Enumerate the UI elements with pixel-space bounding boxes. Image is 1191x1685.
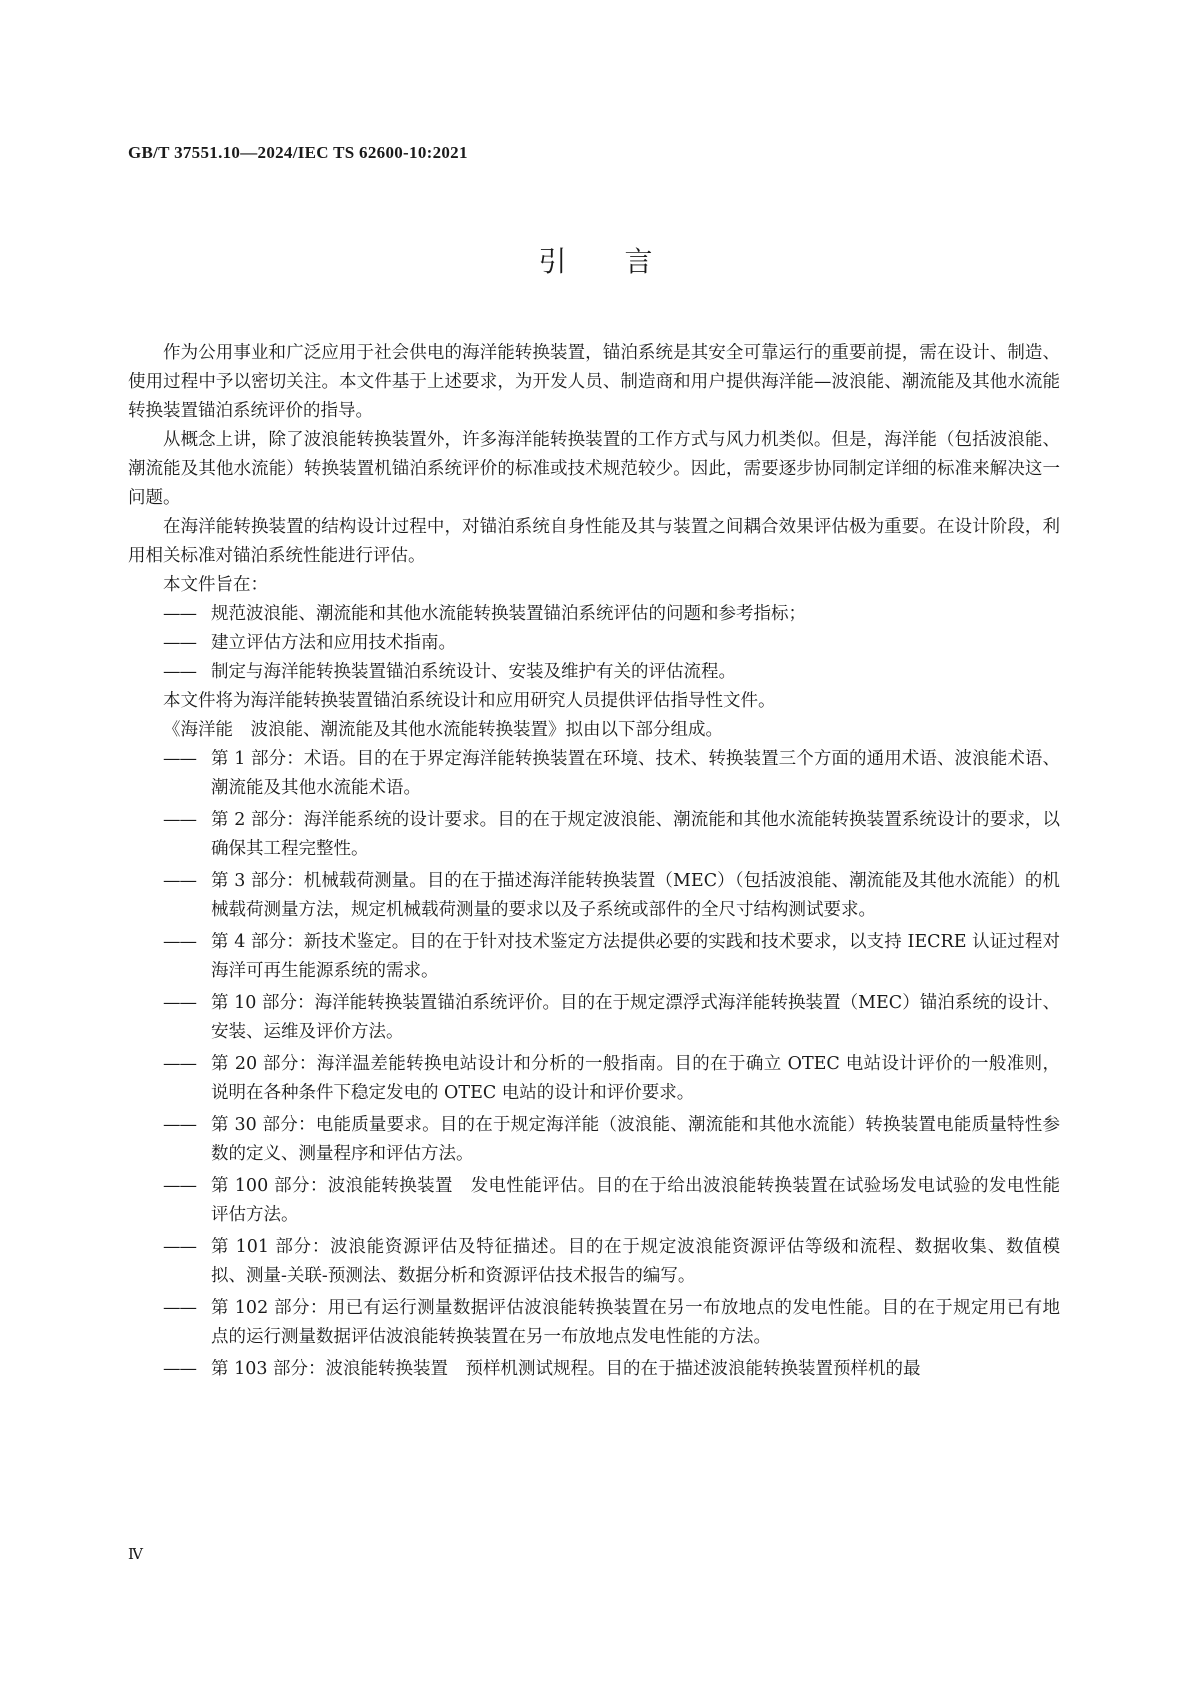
part-text: 第 20 部分：海洋温差能转换电站设计和分析的一般指南。目的在于确立 OTEC 电站设计评价的一般准则，说明在各种条件下稳定发电的 OTEC 电站的设计和评价要求。	[211, 1054, 1060, 1103]
page-title: 引言	[538, 245, 711, 278]
part-text: 第 3 部分：机械载荷测量。目的在于描述海洋能转换装置（MEC）（包括波浪能、潮流能及其他水流能）的机械载荷测量方法，规定机械载荷测量的要求以及子系统或部件的全尺寸结构测试要求。	[211, 871, 1060, 920]
document-body	[128, 339, 1060, 1384]
aim-intro: 本文件旨在：	[163, 575, 268, 595]
dash-symbol: ——	[163, 1115, 196, 1135]
aim-item	[128, 629, 1060, 658]
part-item	[128, 1294, 1060, 1352]
parts-intro: 《海洋能 波浪能、潮流能及其他水流能转换装置》拟由以下部分组成。	[163, 720, 723, 740]
dash-symbol: ——	[163, 932, 196, 952]
page-number: Ⅳ	[128, 1547, 143, 1563]
part-text: 第 10 部分：海洋能转换装置锚泊系统评价。目的在于规定漂浮式海洋能转换装置（MEC）锚泊系统的设计、安装、运维及评价方法。	[211, 993, 1060, 1042]
part-item	[128, 1355, 1060, 1384]
part-item	[128, 1172, 1060, 1230]
dash-symbol: ——	[163, 1298, 196, 1318]
part-item	[128, 1233, 1060, 1291]
part-text: 第 30 部分：电能质量要求。目的在于规定海洋能（波浪能、潮流能和其他水流能）转换装置电能质量特性参数的定义、测量程序和评估方法。	[211, 1115, 1060, 1164]
part-text: 第 1 部分：术语。目的在于界定海洋能转换装置在环境、技术、转换装置三个方面的通用术语、波浪能术语、潮流能及其他水流能术语。	[211, 749, 1060, 798]
aim-text: 规范波浪能、潮流能和其他水流能转换装置锚泊系统评估的问题和参考指标；	[211, 604, 806, 624]
dash-symbol: ——	[163, 1359, 196, 1379]
part-item	[128, 1111, 1060, 1169]
paragraph-2: 从概念上讲，除了波浪能转换装置外，许多海洋能转换装置的工作方式与风力机类似。但是，海洋能（包括波浪能、潮流能及其他水流能）转换装置机锚泊系统评价的标准或技术规范较少。因此，需要逐步协同制定详细的标准来解决这一问题。	[128, 430, 1060, 508]
part-item	[128, 989, 1060, 1047]
part-item	[128, 928, 1060, 986]
part-text: 第 4 部分：新技术鉴定。目的在于针对技术鉴定方法提供必要的实践和技术要求，以支持 IECRE 认证过程对海洋可再生能源系统的需求。	[211, 932, 1060, 981]
paragraph-1: 作为公用事业和广泛应用于社会供电的海洋能转换装置，锚泊系统是其安全可靠运行的重要前提，需在设计、制造、使用过程中予以密切关注。本文件基于上述要求，为开发人员、制造商和用户提供海洋能—波浪能、潮流能及其他水流能转换装置锚泊系统评价的指导。	[128, 343, 1060, 421]
dash-symbol: ——	[163, 662, 196, 682]
dash-symbol: ——	[163, 993, 196, 1013]
dash-symbol: ——	[163, 1054, 196, 1074]
part-text: 第 100 部分：波浪能转换装置 发电性能评估。目的在于给出波浪能转换装置在试验场发电试验的发电性能评估方法。	[211, 1176, 1060, 1225]
dash-symbol: ——	[163, 749, 196, 769]
part-item	[128, 806, 1060, 864]
dash-symbol: ——	[163, 633, 196, 653]
dash-symbol: ——	[163, 604, 196, 624]
part-text: 第 101 部分：波浪能资源评估及特征描述。目的在于规定波浪能资源评估等级和流程、数据收集、数值模拟、测量-关联-预测法、数据分析和资源评估技术报告的编写。	[211, 1237, 1060, 1286]
part-item	[128, 867, 1060, 925]
dash-symbol: ——	[163, 810, 196, 830]
part-text: 第 2 部分：海洋能系统的设计要求。目的在于规定波浪能、潮流能和其他水流能转换装置系统设计的要求，以确保其工程完整性。	[211, 810, 1060, 859]
dash-symbol: ——	[163, 1237, 196, 1257]
part-item	[128, 745, 1060, 803]
part-text: 第 102 部分：用已有运行测量数据评估波浪能转换装置在另一布放地点的发电性能。目的在于规定用已有地点的运行测量数据评估波浪能转换装置在另一布放地点发电性能的方法。	[211, 1298, 1060, 1347]
part-item	[128, 1050, 1060, 1108]
aim-item	[128, 658, 1060, 687]
aim-item	[128, 600, 1060, 629]
dash-symbol: ——	[163, 871, 196, 891]
standard-number: GB/T 37551.10—2024/IEC TS 62600-10:2021	[128, 143, 468, 162]
part-text: 第 103 部分：波浪能转换装置 预样机测试规程。目的在于描述波浪能转换装置预样机的最	[211, 1359, 921, 1379]
aim-text: 建立评估方法和应用技术指南。	[211, 633, 456, 653]
dash-symbol: ——	[163, 1176, 196, 1196]
paragraph-3: 在海洋能转换装置的结构设计过程中，对锚泊系统自身性能及其与装置之间耦合效果评估极为重要。在设计阶段，利用相关标准对锚泊系统性能进行评估。	[128, 517, 1060, 566]
aim-text: 制定与海洋能转换装置锚泊系统设计、安装及维护有关的评估流程。	[211, 662, 736, 682]
summary-text: 本文件将为海洋能转换装置锚泊系统设计和应用研究人员提供评估指导性文件。	[163, 691, 776, 711]
